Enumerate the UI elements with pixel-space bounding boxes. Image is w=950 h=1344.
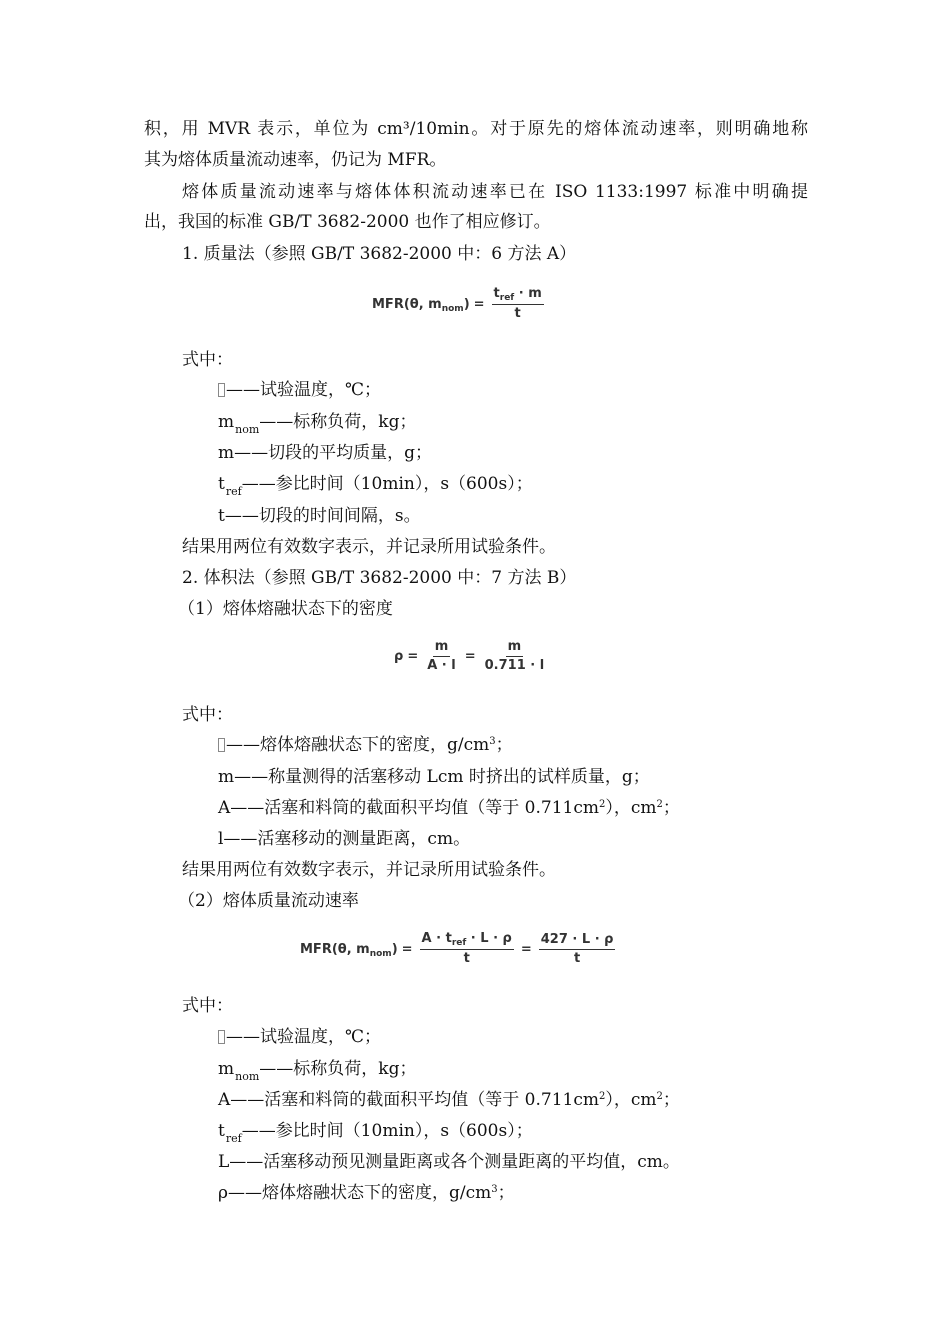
sub2-def-nominal-load: $m_{nom}——$标称负荷，kg； [218, 1059, 417, 1083]
formula-equals: = [401, 941, 413, 957]
method1-result-note: 结果用两位有效数字表示，并记录所用试验条件。 [182, 537, 556, 557]
mfr-formula-method-b [300, 931, 618, 967]
sub1-def-area: A——活塞和料筒的截面积平均值（等于 $0.711cm^2$），$cm^2$； [218, 798, 680, 818]
sub2-def-temperature: ——试验温度，℃； [218, 1027, 381, 1047]
formula-numerator: m [506, 639, 524, 657]
method2-sub1-heading: （1）熔体熔融状态下的密度 [178, 599, 393, 619]
method1-def-temperature: ——试验温度，℃； [218, 380, 381, 400]
formula-fraction-1 [425, 639, 458, 674]
method1-def-interval: t——切段的时间间隔，s。 [218, 506, 421, 526]
mfr-formula-method-a [372, 286, 547, 322]
intro-line-1: 积，用 MVR 表示，单位为 cm³/10min。对于原先的熔体流动速率，则明确地称 [144, 119, 808, 139]
method2-sub2-where: 式中： [182, 996, 233, 1016]
method1-def-mass: m——切段的平均质量，g； [218, 443, 433, 463]
sub1-def-density: ——熔体熔融状态下的密度，$g/cm^3$； [218, 735, 513, 758]
formula-equals: = [464, 649, 476, 664]
formula-fraction-2 [539, 932, 616, 967]
formula-denominator: t [463, 951, 470, 966]
intro-line-4: 出，我国的标准 GB/T 3682-2000 也作了相应修订。 [144, 212, 551, 232]
rho-placeholder-icon [218, 738, 225, 752]
method2-heading: 2. 体积法（参照 GB/T 3682-2000 中：7 方法 B） [182, 568, 577, 588]
theta-placeholder-icon [218, 1030, 225, 1044]
density-formula [394, 639, 549, 674]
method2-sub1-where: 式中： [182, 705, 233, 725]
sub2-def-length: L——活塞移动预见测量距离或各个测量距离的平均值，cm。 [218, 1152, 680, 1172]
sub2-def-ref-time: $t_{ref}——$参比时间（10min），s（600s）； [218, 1121, 533, 1145]
formula-denominator: t [574, 950, 581, 966]
formula-equals: = [407, 649, 419, 664]
formula-numerator: $A \cdot t_{ref} \cdot L \cdot \rho$ [421, 931, 512, 948]
formula-lhs: MFR(θ, $m_{nom}$) [372, 296, 470, 314]
method1-where: 式中： [182, 350, 233, 370]
formula-lhs: ρ [394, 649, 404, 664]
sub2-def-density: ρ——熔体熔融状态下的密度，$g/cm^3$； [218, 1183, 515, 1203]
intro-line-2: 其为熔体质量流动速率，仍记为 MFR。 [144, 150, 447, 170]
formula-fraction-1 [420, 931, 514, 967]
formula-equals: = [520, 941, 532, 957]
theta-placeholder-icon [218, 383, 225, 397]
method2-sub2-heading: （2）熔体质量流动速率 [178, 891, 359, 911]
formula-numerator: $t_{ref} \cdot m$ [493, 286, 542, 303]
method1-heading: 1. 质量法（参照 GB/T 3682-2000 中：6 方法 A） [182, 244, 577, 264]
sub1-def-mass: m——称量测得的活塞移动 Lcm 时挤出的试样质量，g； [218, 767, 650, 787]
formula-denominator: t [514, 306, 521, 321]
method1-def-ref-time: $t_{ref}——$参比时间（10min），s（600s）； [218, 474, 533, 498]
formula-lhs: MFR(θ, $m_{nom}$) [300, 941, 398, 959]
formula-denominator: A · l [427, 658, 456, 673]
formula-numerator: m [433, 639, 451, 657]
formula-fraction-2 [483, 639, 547, 674]
formula-numerator: 427 · L · ρ [539, 932, 616, 950]
sub2-def-area: A——活塞和料筒的截面积平均值（等于 $0.711cm^2$），$cm^2$； [218, 1090, 680, 1110]
formula-fraction [492, 286, 544, 322]
method2-sub1-result-note: 结果用两位有效数字表示，并记录所用试验条件。 [182, 860, 556, 880]
formula-equals: = [473, 296, 485, 312]
sub1-def-distance: l——活塞移动的测量距离，cm。 [218, 829, 471, 849]
method1-def-nominal-load: $m_{nom}——$标称负荷，kg； [218, 412, 417, 436]
formula-denominator: 0.711 · l [484, 658, 545, 673]
intro-line-3: 熔体质量流动速率与熔体体积流动速率已在 ISO 1133:1997 标准中明确提 [182, 182, 808, 202]
